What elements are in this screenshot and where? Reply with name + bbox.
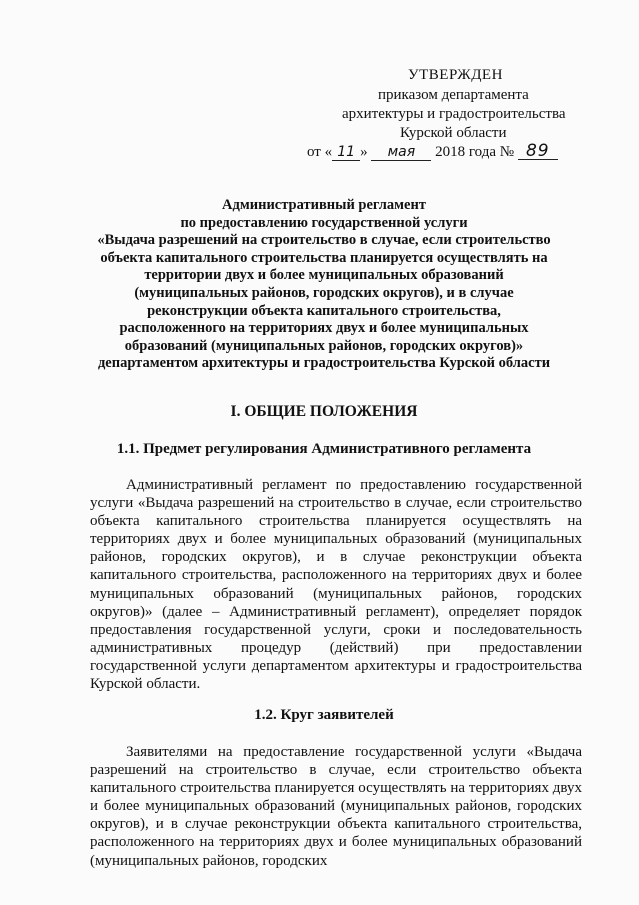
title-line: образований (муниципальных районов, городских округов)» <box>124 337 524 354</box>
title-line: Административный регламент <box>222 197 426 213</box>
date-close-quote: » <box>360 144 368 160</box>
date-day-handwritten: 11 <box>332 144 360 161</box>
approval-line-region: Курской области <box>400 125 507 141</box>
date-prefix: от « <box>307 144 333 160</box>
title-line: по предоставлению государственной услуги <box>180 214 468 231</box>
title-line: объекта капитального строительства планируется осуществлять на <box>100 249 548 266</box>
title-line: расположенного на территориях двух и более муниципальных <box>119 320 529 337</box>
approval-line-department: архитектуры и градостроительства <box>342 106 566 122</box>
section-heading: I. ОБЩИЕ ПОЛОЖЕНИЯ <box>230 403 418 420</box>
approval-date-line <box>300 143 600 162</box>
paragraph-1-2: Заявителями на предоставление государственной услуги «Выдача разрешений на строительство в случае, если строительство объекта капитального строительства планируется осуществлять на территориях двух и более муниципальных образований (муниципальных районов, городских округов), и в случае реконструкции объекта капитального строительства, расположенного на территориях двух и более муниципальных образований (муниципальных районов, городских <box>90 744 582 869</box>
order-number-handwritten: 89 <box>518 143 558 160</box>
approval-stamp <box>300 66 600 162</box>
paragraph-1-1: Административный регламент по предоставлению государственной услуги «Выдача разрешений на строительство в случае, если строительство объекта капитального строительства планируется осуществлять на территориях двух и более муниципальных образований (муниципальных районов, городских округов), и в случае реконструкции объекта капитального строительства, расположенного на территориях двух и более муниципальных образований (муниципальных районов, городских округов)» (далее – Административный регламент), определяет порядок предоставления государственной услуги, сроки и последовательность административных процедур (действий) при предоставлении государственной услуги департаментом архитектуры и градостроительства Курской области. <box>90 477 582 693</box>
title-line: территории двух и более муниципальных образований <box>144 267 504 284</box>
approval-title: УТВЕРЖДЕН <box>408 67 503 83</box>
approval-line-order: приказом департамента <box>378 87 529 103</box>
subsection-heading-1-2: 1.2. Круг заявителей <box>254 707 394 723</box>
date-year: 2018 года № <box>435 144 515 160</box>
date-month-handwritten: мая <box>371 144 431 161</box>
title-line: (муниципальных районов, городских округов), и в случае <box>134 284 514 301</box>
document-title <box>60 197 588 373</box>
title-line: «Выдача разрешений на строительство в случае, если строительство <box>97 232 551 249</box>
subsection-heading-1-1: 1.1. Предмет регулирования Административного регламента <box>116 441 532 457</box>
title-line: департаментом архитектуры и градостроительства Курской области <box>97 355 551 372</box>
title-line: реконструкции объекта капитального строительства, <box>147 302 501 319</box>
